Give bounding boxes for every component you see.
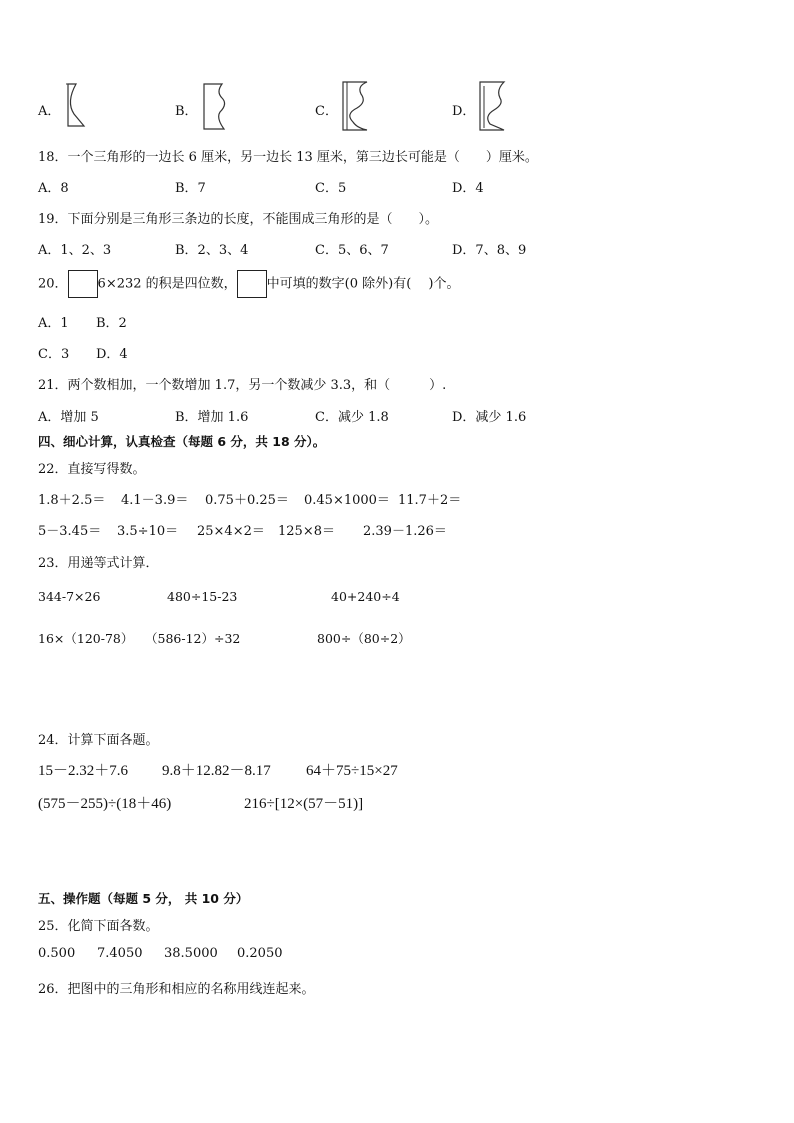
q21-option-d[interactable]: D．减少 1.6 — [452, 410, 527, 425]
q23-question: 23．用递等式计算． — [38, 556, 159, 571]
q23-expression: 40+240÷4 — [331, 589, 400, 604]
q24-expression: 64＋75÷15×27 — [306, 763, 398, 779]
q19-option-a[interactable]: A．1、2、3 — [38, 243, 112, 258]
q20-option-d[interactable]: D．4 — [96, 347, 128, 362]
q17-option-a-shape — [62, 82, 94, 132]
q20-middle: 6×232 的积是四位数， — [97, 276, 237, 292]
q18-option-d[interactable]: D．4 — [452, 181, 484, 196]
q23-expression: （586-12）÷32 — [145, 631, 241, 646]
q22-item: 0.45×1000＝ — [304, 493, 390, 508]
q21-option-b[interactable]: B．增加 1.6 — [175, 410, 249, 425]
q25-question: 25．化简下面各数。 — [38, 919, 159, 934]
q20-question — [38, 270, 459, 298]
q23-expression: 480÷15-23 — [167, 589, 238, 604]
q20-option-a[interactable]: A．1 — [38, 316, 69, 331]
q17-option-d-label[interactable]: D． — [452, 104, 476, 119]
q22-question: 22．直接写得数。 — [38, 462, 146, 477]
q18-option-c[interactable]: C．5 — [315, 181, 347, 196]
q22-item: 2.39－1.26＝ — [363, 524, 447, 539]
q19-option-c[interactable]: C．5、6、7 — [315, 243, 389, 258]
q22-item: 1.8＋2.5＝ — [38, 493, 106, 508]
q19-option-b[interactable]: B．2、3、4 — [175, 243, 249, 258]
q20-blank-box-1[interactable] — [68, 270, 98, 298]
q20-prefix: 20． — [38, 276, 68, 292]
q23-expression: 16×（120-78） — [38, 631, 134, 646]
q22-item: 4.1－3.9＝ — [121, 493, 189, 508]
section-5-title: 五、操作题（每题 5 分， 共 10 分） — [38, 891, 249, 906]
q18-option-a[interactable]: A．8 — [38, 181, 69, 196]
q21-question: 21．两个数相加，一个数增加 1.7，另一个数减少 3.3，和（ ）. — [38, 378, 447, 393]
q21-option-c[interactable]: C．减少 1.8 — [315, 410, 389, 425]
q23-expression: 344-7×26 — [38, 589, 101, 604]
q25-value: 38.5000 — [164, 946, 218, 961]
q23-expression: 800÷（80÷2） — [317, 631, 411, 646]
q20-option-c[interactable]: C．3 — [38, 347, 70, 362]
q17-option-b-label[interactable]: B． — [175, 104, 198, 119]
q22-item: 3.5÷10＝ — [117, 524, 179, 539]
section-4-title: 四、细心计算，认真检查（每题 6 分，共 18 分）。 — [38, 434, 326, 449]
q22-item: 0.75＋0.25＝ — [205, 493, 289, 508]
q17-option-a-label[interactable]: A． — [38, 104, 61, 119]
q22-item: 11.7＋2＝ — [398, 493, 462, 508]
q25-value: 7.4050 — [97, 946, 143, 961]
q25-value: 0.2050 — [237, 946, 283, 961]
q21-option-a[interactable]: A．增加 5 — [38, 410, 99, 425]
q25-value: 0.500 — [38, 946, 76, 961]
q19-question: 19．下面分别是三角形三条边的长度，不能围成三角形的是（ ）。 — [38, 212, 439, 227]
q17-option-c-shape — [341, 80, 371, 132]
q20-blank-box-2[interactable] — [237, 270, 267, 298]
q18-option-b[interactable]: B．7 — [175, 181, 206, 196]
q24-expression: (575－255)÷(18＋46) — [38, 796, 172, 812]
q20-option-b[interactable]: B．2 — [96, 316, 127, 331]
q17-option-c-label[interactable]: C． — [315, 104, 338, 119]
q24-question: 24．计算下面各题。 — [38, 733, 159, 748]
q24-expression: 15－2.32＋7.6 — [38, 763, 129, 779]
q26-question: 26．把图中的三角形和相应的名称用线连起来。 — [38, 982, 315, 997]
q18-question: 18．一个三角形的一边长 6 厘米，另一边长 13 厘米，第三边长可能是（ ）厘米。 — [38, 150, 538, 165]
q20-suffix: 中可填的数字(0 除外)有( )个。 — [266, 276, 460, 292]
q22-item: 25×4×2＝ — [197, 524, 265, 539]
q22-item: 5－3.45＝ — [38, 524, 102, 539]
q19-option-d[interactable]: D．7、8、9 — [452, 243, 527, 258]
q17-option-d-shape — [478, 80, 508, 132]
q22-item: 125×8＝ — [278, 524, 335, 539]
q17-option-b-shape — [202, 82, 234, 132]
q24-expression: 9.8＋12.82－8.17 — [162, 763, 271, 779]
q24-expression: 216÷[12×(57－51)] — [244, 796, 364, 812]
